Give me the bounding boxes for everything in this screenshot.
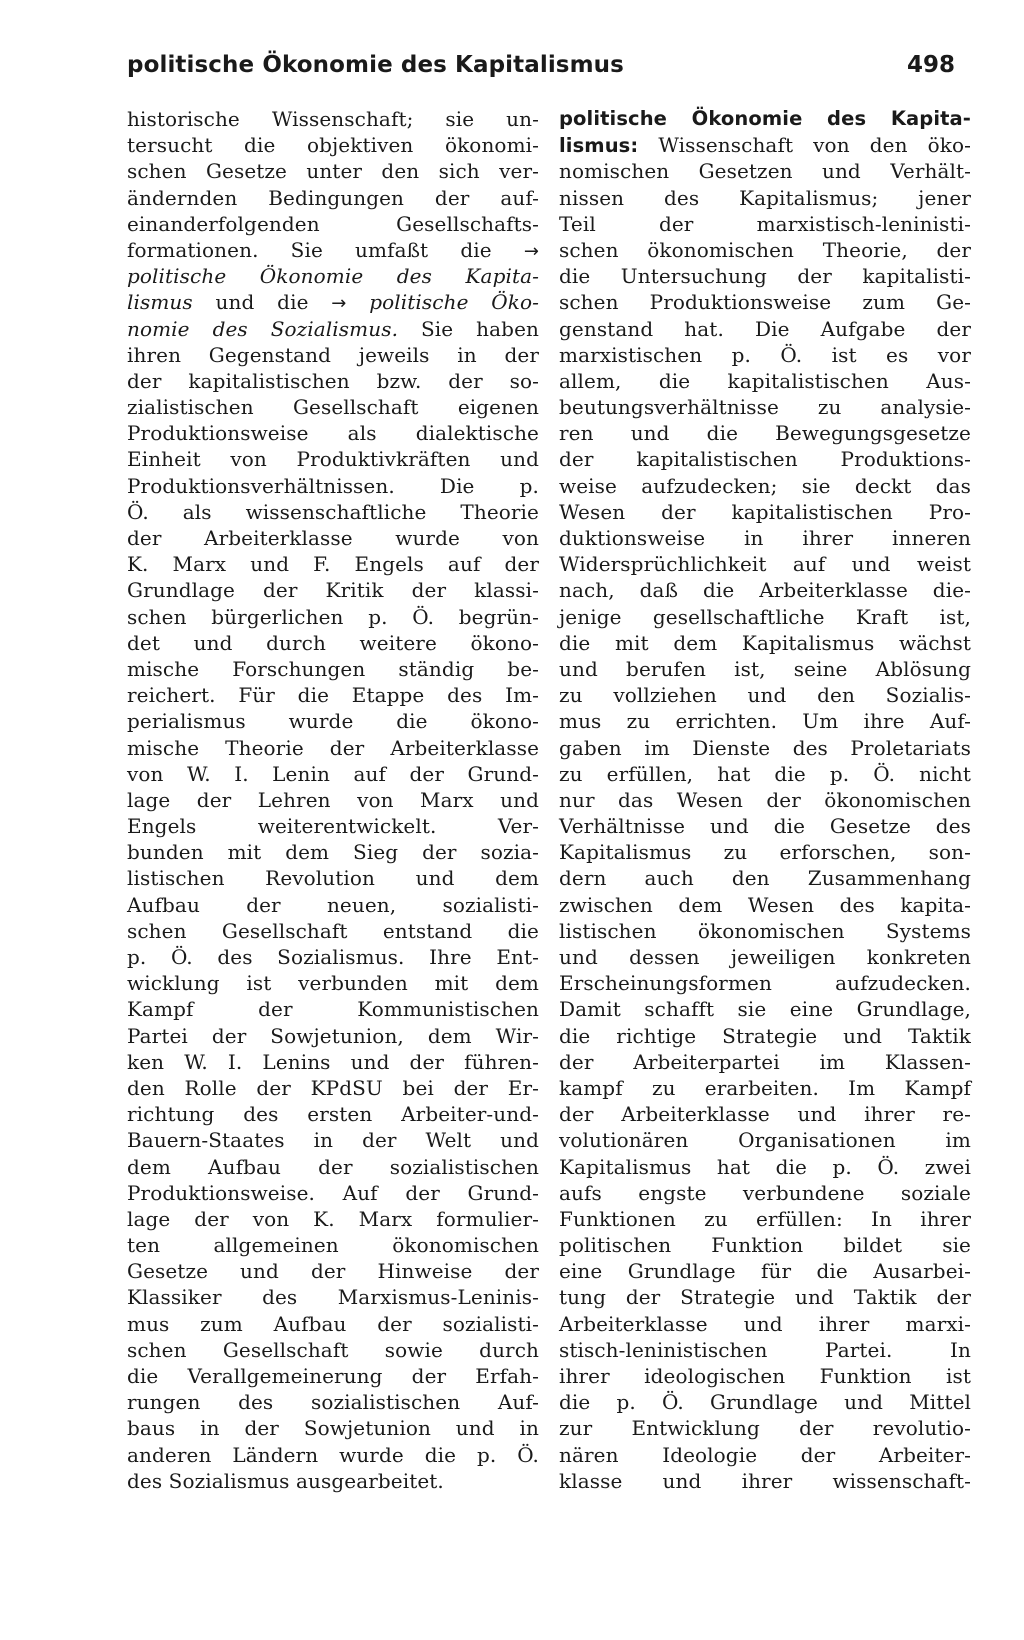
text-line: tung der Strategie und Taktik der: [559, 1285, 971, 1310]
text-line: Kapitalismus hat die p. Ö. zwei: [559, 1154, 971, 1179]
text-line: nissen des Kapitalismus; jener: [559, 185, 971, 210]
text-line: stisch-leninistischen Partei. In: [559, 1337, 971, 1362]
text-line: Damit schafft sie eine Grundlage,: [559, 997, 971, 1022]
text-line: der kapitalistischen bzw. der so-: [127, 368, 539, 393]
text-line: weise aufzudecken; sie deckt das: [559, 473, 971, 498]
text-line: der Arbeiterklasse wurde von: [127, 526, 539, 550]
text-line: zur Entwicklung der revolutio-: [559, 1416, 971, 1441]
text-line: genstand hat. Die Aufgabe der: [559, 316, 971, 341]
text-line: der Arbeiterklasse und ihrer re-: [559, 1102, 971, 1127]
text-line: wicklung ist verbunden mit dem: [127, 971, 539, 996]
text-line: perialismus wurde die ökono-: [127, 709, 539, 734]
text-line: reichert. Für die Etappe des Im-: [127, 683, 539, 708]
text-line: der Arbeiterpartei im Klassen-: [559, 1049, 971, 1074]
text-line: dem Aufbau der sozialistischen: [127, 1154, 539, 1179]
text-line: Widersprüchlichkeit auf und weist: [559, 552, 971, 577]
text-line: die p. Ö. Grundlage und Mittel: [559, 1390, 971, 1415]
text-line: tersucht die objektiven ökonomi-: [127, 133, 539, 158]
text-line: Kampf der Kommunistischen: [127, 997, 539, 1022]
text-line: Aufbau der neuen, sozialisti-: [127, 892, 539, 917]
text-line: jenige gesellschaftliche Kraft ist,: [559, 604, 971, 629]
text-line: rungen des sozialistischen Auf-: [127, 1390, 539, 1415]
text-line: Partei der Sowjetunion, dem Wir-: [127, 1023, 539, 1048]
text-fragment: Wissenschaft von den öko-: [638, 133, 971, 158]
text-line: aufs engste verbundene soziale: [559, 1180, 971, 1205]
cross-reference-link[interactable]: politische Ökonomie des Kapita-: [127, 264, 539, 289]
cross-reference-arrow-icon: →: [331, 293, 347, 315]
text-line: baus in der Sowjetunion und in: [127, 1416, 539, 1441]
text-line: einanderfolgenden Gesellschafts-: [127, 211, 539, 236]
text-line: Grundlage der Kritik der klassi-: [127, 578, 539, 603]
entry-lemma: politische Ökonomie des Kapita-: [559, 107, 971, 130]
page-number: 498: [906, 52, 955, 78]
text-line: und dessen jeweiligen konkreten: [559, 945, 971, 969]
text-line: det und durch weitere ökono-: [127, 630, 539, 655]
text-line: zialistischen Gesellschaft eigenen: [127, 395, 539, 420]
text-line: politischen Funktion bildet sie: [559, 1233, 971, 1258]
text-line: Engels weiterentwickelt. Ver-: [127, 814, 539, 839]
text-line: lage der von K. Marx formulier-: [127, 1206, 539, 1231]
cross-reference-link[interactable]: lismus: [127, 290, 193, 315]
text-line: Teil der marxistisch-leninisti-: [559, 211, 971, 236]
text-line: Verhältnisse und die Gesetze des: [559, 814, 971, 839]
text-line: Funktionen zu erfüllen: In ihrer: [559, 1206, 971, 1231]
running-header: [127, 52, 955, 92]
text-line: Gesetze und der Hinweise der: [127, 1259, 539, 1284]
text-line: [559, 132, 971, 158]
text-line: schen ökonomischen Theorie, der: [559, 237, 971, 262]
text-line: und berufen ist, seine Ablösung: [559, 656, 971, 681]
cross-reference-arrow-icon: →: [523, 240, 539, 262]
text-line: richtung des ersten Arbeiter-und-: [127, 1102, 539, 1127]
text-line: dern auch den Zusammenhang: [559, 866, 971, 891]
text-line: Ö. als wissenschaftliche Theorie: [127, 499, 539, 524]
text-line: [127, 316, 539, 342]
text-line: listischen Revolution und dem: [127, 866, 539, 891]
text-line: allem, die kapitalistischen Aus-: [559, 368, 971, 393]
text-line: des Sozialismus ausgearbeitet.: [127, 1468, 444, 1493]
text-line: von W. I. Lenin auf der Grund-: [127, 761, 539, 786]
entry-lemma: lismus:: [559, 134, 639, 158]
text-line: K. Marx und F. Engels auf der: [127, 552, 539, 577]
text-line: ken W. I. Lenins und der führen-: [127, 1049, 539, 1074]
text-line: schen Gesetze unter den sich ver-: [127, 159, 539, 184]
text-line: schen Gesellschaft entstand die: [127, 918, 539, 943]
text-line: ihrer ideologischen Funktion ist: [559, 1364, 971, 1388]
text-fragment: und die: [192, 290, 332, 315]
text-line: mische Theorie der Arbeiterklasse: [127, 735, 539, 760]
text-line: schen Gesellschaft sowie durch: [127, 1337, 539, 1362]
text-line: beutungsverhältnisse zu analysie-: [559, 395, 971, 420]
text-line: mische Forschungen ständig be-: [127, 656, 539, 681]
text-line: anderen Ländern wurde die p. Ö.: [127, 1442, 539, 1467]
text-fragment: formationen. Sie umfaßt die: [127, 237, 492, 262]
text-line: den Rolle der KPdSU bei der Er-: [127, 1075, 539, 1100]
text-line: Wesen der kapitalistischen Pro-: [559, 499, 971, 524]
text-line: zu erfüllen, hat die p. Ö. nicht: [559, 761, 971, 786]
text-line: schen Produktionsweise zum Ge-: [559, 290, 971, 315]
text-line: die Untersuchung der kapitalisti-: [559, 264, 971, 289]
text-line: kampf zu erarbeiten. Im Kampf: [559, 1075, 971, 1100]
left-body-lines: [127, 342, 539, 1494]
text-line: klasse und ihrer wissenschaft-: [559, 1468, 971, 1493]
text-line: historische Wissenschaft; sie un-: [127, 107, 539, 131]
right-column: [559, 106, 971, 1494]
text-line: die mit dem Kapitalismus wächst: [559, 630, 971, 655]
text-line: [127, 289, 539, 315]
text-line: ändernden Bedingungen der auf-: [127, 185, 539, 210]
text-line: Produktionsverhältnissen. Die p.: [127, 473, 539, 498]
cross-reference-link[interactable]: politische Öko-: [369, 290, 539, 315]
left-column: [127, 106, 539, 1494]
text-line: duktionsweise in ihrer inneren: [559, 526, 971, 550]
text-line: mus zu errichten. Um ihre Auf-: [559, 709, 971, 734]
text-line: Bauern-Staates in der Welt und: [127, 1128, 539, 1153]
text-line: zu vollziehen und den Sozialis-: [559, 683, 971, 708]
text-fragment: Sie haben: [398, 316, 539, 341]
text-line: nur das Wesen der ökonomischen: [559, 787, 971, 812]
text-line: zwischen dem Wesen des kapita-: [559, 892, 971, 917]
header-title: politische Ökonomie des Kapitalismus: [127, 52, 624, 78]
text-line: nomischen Gesetzen und Verhält-: [559, 159, 971, 184]
right-body-lines: [559, 158, 971, 1494]
text-line: die Verallgemeinerung der Erfah-: [127, 1364, 539, 1388]
text-line: ten allgemeinen ökonomischen: [127, 1233, 539, 1258]
text-line: Produktionsweise als dialektische: [127, 421, 539, 446]
text-line: [127, 237, 539, 263]
text-line: bunden mit dem Sieg der sozia-: [127, 840, 539, 865]
text-line: ihren Gegenstand jeweils in der: [127, 342, 539, 367]
text-line: der kapitalistischen Produktions-: [559, 447, 971, 472]
text-line: gaben im Dienste des Proletariats: [559, 735, 971, 760]
cross-reference-link[interactable]: nomie des Sozialismus.: [127, 316, 399, 341]
text-line: mus zum Aufbau der sozialisti-: [127, 1311, 539, 1336]
text-line: Klassiker des Marxismus-Leninis-: [127, 1285, 539, 1310]
text-line: eine Grundlage für die Ausarbei-: [559, 1259, 971, 1284]
text-line: Produktionsweise. Auf der Grund-: [127, 1180, 539, 1205]
text-line: p. Ö. des Sozialismus. Ihre Ent-: [127, 945, 539, 969]
text-line: volutionären Organisationen im: [559, 1128, 971, 1153]
text-line: Kapitalismus zu erforschen, son-: [559, 840, 971, 865]
text-line: Arbeiterklasse und ihrer marxi-: [559, 1311, 971, 1336]
text-line: marxistischen p. Ö. ist es vor: [559, 342, 971, 367]
text-line: nach, daß die Arbeiterklasse die-: [559, 578, 971, 603]
text-line: schen bürgerlichen p. Ö. begrün-: [127, 604, 539, 629]
text-line: nären Ideologie der Arbeiter-: [559, 1442, 971, 1467]
text-line: lage der Lehren von Marx und: [127, 787, 539, 812]
text-line: listischen ökonomischen Systems: [559, 918, 971, 943]
text-line: die richtige Strategie und Taktik: [559, 1023, 971, 1048]
text-line: ren und die Bewegungsgesetze: [559, 421, 971, 446]
text-line: Einheit von Produktivkräften und: [127, 447, 539, 472]
text-line: Erscheinungsformen aufzudecken.: [559, 971, 971, 996]
